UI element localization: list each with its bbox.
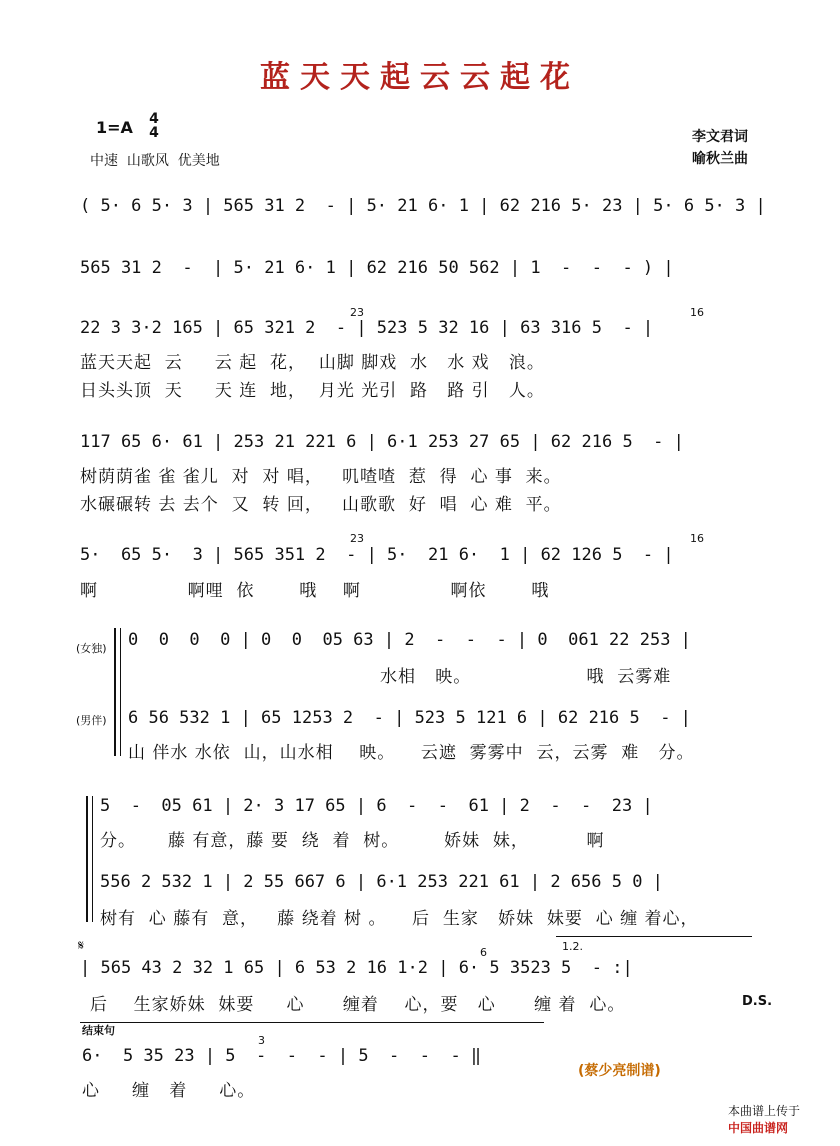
- system-bracket: [114, 628, 116, 756]
- key-signature: 1=A: [96, 118, 133, 137]
- footer-text: 本曲谱上传于: [727, 1104, 800, 1118]
- notation-row: 5· 65 5· 3 | 565 351 2 - | 5· 21 6· 1 | 62 126 5 - |: [80, 545, 674, 565]
- dal-segno: D.S.: [742, 994, 773, 1009]
- coda-label: 结束句: [82, 1024, 115, 1037]
- volta-bracket: 1.2.: [562, 940, 583, 953]
- lyric-line: 水碾碾转 去 去个 又 转 回， 山歌歌 好 唱 心 难 平。: [80, 495, 562, 515]
- song-title: 蓝天天起云云起花: [260, 60, 580, 95]
- notation-row: 6· 5 35 23 | 5 - - - | 5 - - - ‖: [82, 1046, 482, 1066]
- notation-row: 117 65 6· 61 | 253 21 221 6 | 6·1 253 27 65 | 62 216 5 - |: [80, 432, 684, 452]
- lyricist: 李文君词: [692, 129, 748, 145]
- lyric-line: 树荫荫雀 雀 雀儿 对 对 唱， 叽喳喳 惹 得 心 事 来。: [80, 467, 562, 487]
- tempo-marking: 中速 山歌风 优美地: [90, 153, 220, 169]
- voice-label-female: (女独): [76, 642, 107, 655]
- volta-line: [556, 936, 752, 937]
- footer: [720, 1088, 800, 1136]
- grace-note: 23: [350, 532, 364, 545]
- time-numerator: 4: [149, 111, 159, 127]
- system-bracket: [120, 628, 121, 756]
- lyric-line: 后 生家娇妹 妹要 心 缠着 心，要 心 缠 着 心。: [90, 995, 626, 1015]
- notation-row: 22 3 3·2 165 | 65 321 2 - | 523 5 32 16 | 63 316 5 - |: [80, 318, 654, 338]
- voice-label-male: (男伴): [76, 714, 107, 727]
- arranger-credit: (蔡少亮制谱): [578, 1063, 661, 1079]
- lyric-line: 心 缠 着 心。: [82, 1081, 256, 1101]
- notation-row: | 565 43 2 32 1 65 | 6 53 2 16 1·2 | 6· 5 3523 5 - :|: [80, 958, 633, 978]
- time-signature: [146, 112, 162, 140]
- notation-row: 0 0 0 0 | 0 0 05 63 | 2 - - - | 0 061 22 253 |: [128, 630, 691, 650]
- lyric-line: 树有 心 藤有 意， 藤 绕着 树 。 后 生家 娇妹 妹要 心 缠 着心，: [100, 909, 699, 929]
- lyric-line: 分。 藤 有意，藤 要 绕 着 树。 娇妹 妹， 啊: [100, 831, 605, 851]
- lyric-line: 山 伴水 水依 山，山水相 映。 云遮 雾雾中 云，云雾 难 分。: [128, 743, 695, 763]
- site-logo[interactable]: 中国曲谱网: [727, 1121, 788, 1135]
- grace-note: 23: [350, 306, 364, 319]
- grace-note: 16: [690, 532, 704, 545]
- composer: 喻秋兰曲: [692, 151, 748, 167]
- grace-note: 3: [258, 1034, 265, 1047]
- grace-note: 6: [480, 946, 487, 959]
- notation-row: 6 56 532 1 | 65 1253 2 - | 523 5 121 6 | 62 216 5 - |: [128, 708, 691, 728]
- lyric-line: 蓝天天起 云 云 起 花， 山脚 脚戏 水 水 戏 浪。: [80, 353, 545, 373]
- notation-row: 5 - 05 61 | 2· 3 17 65 | 6 - - 61 | 2 - - 23 |: [100, 796, 653, 816]
- notation-row: ( 5· 6 5· 3 | 565 31 2 - | 5· 21 6· 1 | 62 216 5· 23 | 5· 6 5· 3 |: [80, 196, 766, 216]
- system-bracket: [86, 796, 88, 922]
- coda-line: [80, 1022, 544, 1023]
- notation-row: 565 31 2 - | 5· 21 6· 1 | 62 216 50 562 | 1 - - - ) |: [80, 258, 674, 278]
- system-bracket: [92, 796, 93, 922]
- segno-icon: 𝄋: [78, 938, 85, 954]
- time-denominator: 4: [149, 125, 159, 141]
- lyric-line: 日头头顶 天 天 连 地， 月光 光引 路 路 引 人。: [80, 381, 545, 401]
- lyric-line: 啊 啊哩 依 哦 啊 啊依 哦: [80, 581, 550, 601]
- notation-row: 556 2 532 1 | 2 55 667 6 | 6·1 253 221 61 | 2 656 5 0 |: [100, 872, 663, 892]
- lyric-line: 水相 映。 哦 云雾难: [380, 667, 672, 687]
- grace-note: 16: [690, 306, 704, 319]
